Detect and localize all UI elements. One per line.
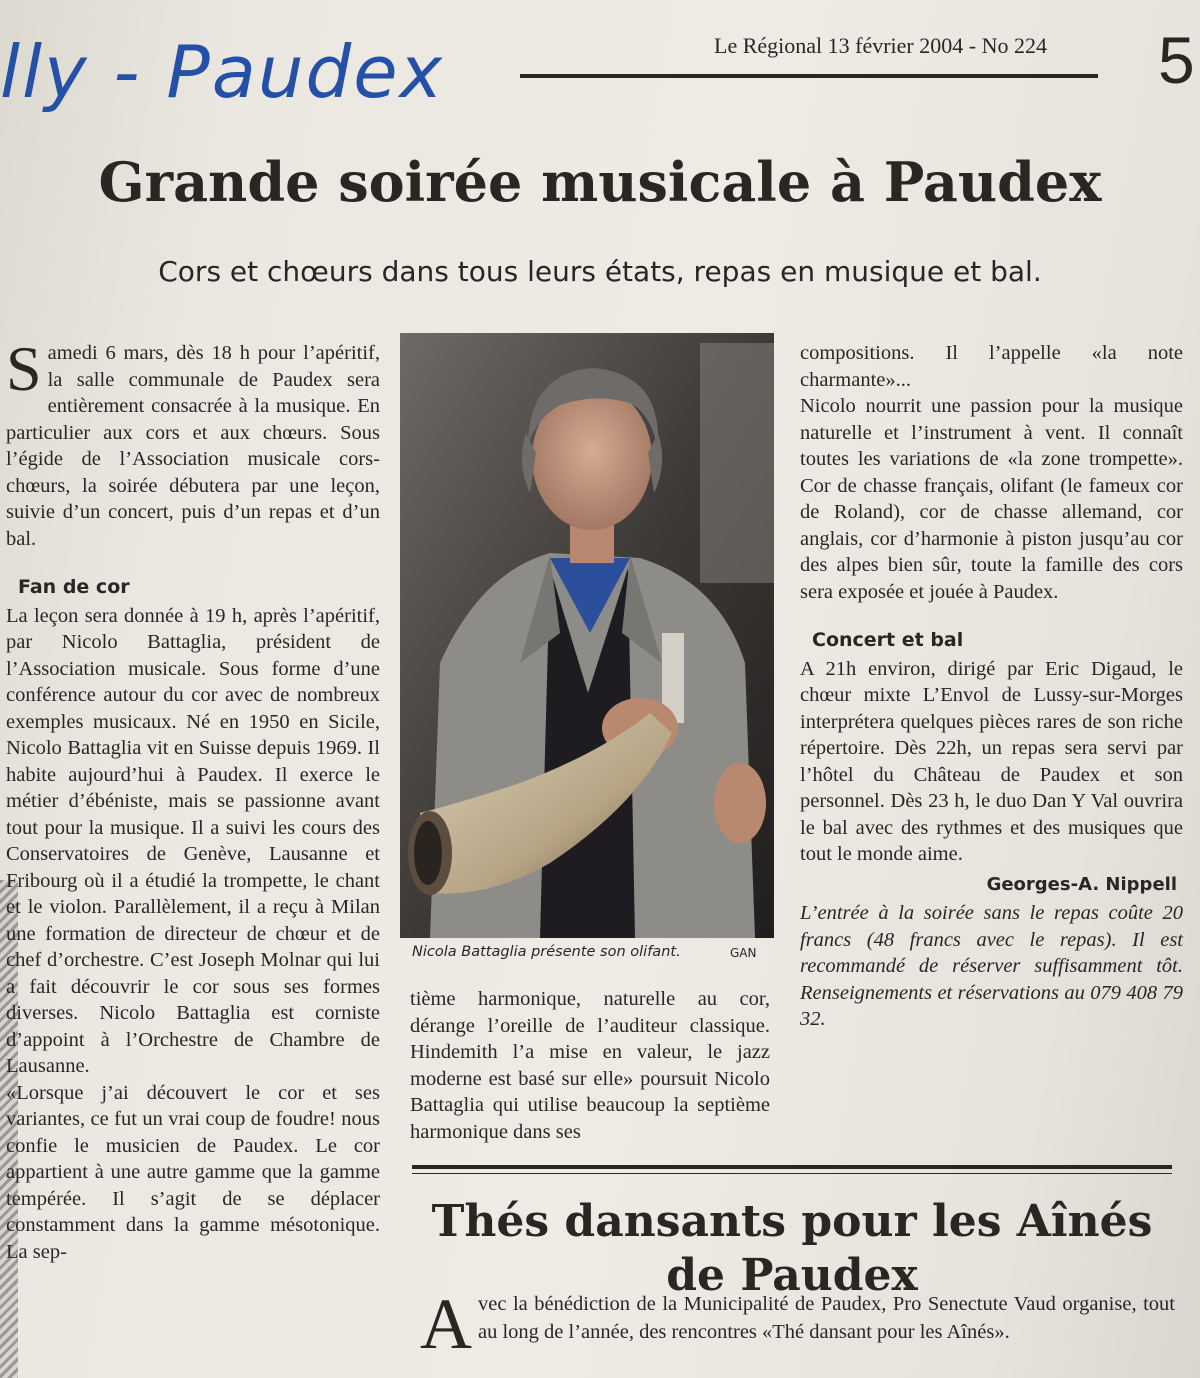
section-title: lly - Paudex — [0, 30, 445, 114]
author-byline: Georges-A. Nippell — [986, 873, 1177, 895]
paragraph: A 21h environ, dirigé par Eric Digaud, le chœur mixte L’Envol de Lussy-sur-Morges interprétera quelques pièces rares de son riche répertoire. Dès 22h, un repas sera servi par l’hôtel du Château de Paudex et son personnel. Dès 23 h, le duo Dan Y Val ouvrira le bal avec des rythmes et des musiques que tout le monde aime. — [800, 657, 1183, 865]
paragraph: tième harmonique, naturelle au cor, dérange l’oreille de l’auditeur classique. Hindemith l’a mise en valeur, le jazz moderne est basé sur elle» poursuit Nicolo Battaglia qui utilise beaucoup la septième harmonique dans ses — [410, 988, 770, 1143]
paragraph: «Lorsque j’ai découvert le cor et ses variantes, ce fut un vrai coup de foudre! nous confie le musicien de Paudex. Le cor appartient à une autre gamme que la gamme tempérée. Il s’agit de se déplacer constamment dans la gamme mésotonique. La sep- — [6, 1081, 380, 1263]
photo-credit: GAN — [730, 946, 757, 960]
article-column-3 — [800, 340, 1183, 1033]
intro-text: amedi 6 mars, dès 18 h pour l’apéritif, la salle communale de Paudex sera entièrement consacrée à la musique. En particulier aux cors et aux chœurs. Sous l’égide de l’Association musicale cors-chœurs, la soirée débutera par une leçon, suivie d’un concert, puis d’un repas et d’un bal. — [6, 342, 380, 550]
article-separator-rule-thin — [412, 1173, 1172, 1174]
section-heading-fan-de-cor: Fan de cor — [18, 576, 130, 598]
paragraph — [420, 1284, 1175, 1364]
paragraph: La leçon sera donnée à 19 h, après l’apéritif, par Nicolo Battaglia, président de l’Association musicale. Sous forme d’une conférence autour du cor avec de nombreux exemples musicaux. Né en 1950 en Sicile, Nicolo Battaglia vit en Suisse depuis 1969. Il habite aujourd’hui à Paudex. Il exerce le métier d’ébéniste, mais se passionne avant tout pour la musique. Il a suivi les cours des Conservatoires de Genève, Lausanne et Fribourg où il a étudié la trompette, le chant et le violon. Parallèlement, il a reçu à Milan une formation de directeur de chœur et de chef d’orchestre. C’est Joseph Molnar qui lui a fait découvrir le cor sous ses formes diverses. Nicolo Battaglia est corniste d’appoint à l’Orchestre de Chambre de Lausanne. — [6, 604, 380, 1077]
article-separator-rule — [412, 1165, 1172, 1169]
article-column-1 — [6, 333, 380, 1265]
second-article-headline: Thés dansants pour les Aînés de Paudex — [431, 1196, 1153, 1301]
dropcap: A — [420, 1284, 472, 1364]
article-headline: Grande soirée musicale à Paudex — [98, 150, 1102, 214]
section-heading-concert-et-bal: Concert et bal — [812, 629, 964, 651]
article-subheadline: Cors et chœurs dans tous leurs états, repas en musique et bal. — [158, 255, 1042, 288]
intro-paragraph — [6, 333, 380, 552]
article-column-2 — [410, 986, 770, 1145]
second-article-body — [420, 1284, 1175, 1364]
header-rule — [520, 74, 1098, 78]
portrait-photo — [400, 333, 774, 938]
info-note: L’entrée à la soirée sans le repas coûte 20 francs (48 francs avec le repas). Il est recommandé de réserver suffisamment tôt. Renseignements et réservations au 079 408 79 32. — [800, 902, 1183, 1030]
dropcap: S — [6, 333, 42, 404]
masthead-date-issue: Le Régional 13 février 2004 - No 224 — [714, 33, 1047, 58]
photo-caption: Nicola Battaglia présente son olifant. — [412, 944, 681, 960]
page-number: 5 — [1158, 23, 1195, 97]
paragraph: compositions. Il l’appelle «la note charmante»... — [800, 342, 1183, 391]
paragraph: Nicolo nourrit une passion pour la musique naturelle et l’instrument à vent. Il connaît toutes les variations de «la zone trompette». Cor de chasse français, olifant (le fameux cor de Roland), cor de chasse allemand, cor anglais, cor d’harmonie à piston jusqu’au cor des alpes bien sûr, toute la famille des cors sera exposée et jouée à Paudex. — [800, 395, 1183, 603]
paragraph-text: vec la bénédiction de la Municipalité de Paudex, Pro Senectute Vaud organise, tout au long de l’année, des rencontres «Thé dansant pour les Aînés». — [478, 1293, 1175, 1343]
man-with-horn-image — [400, 333, 774, 938]
